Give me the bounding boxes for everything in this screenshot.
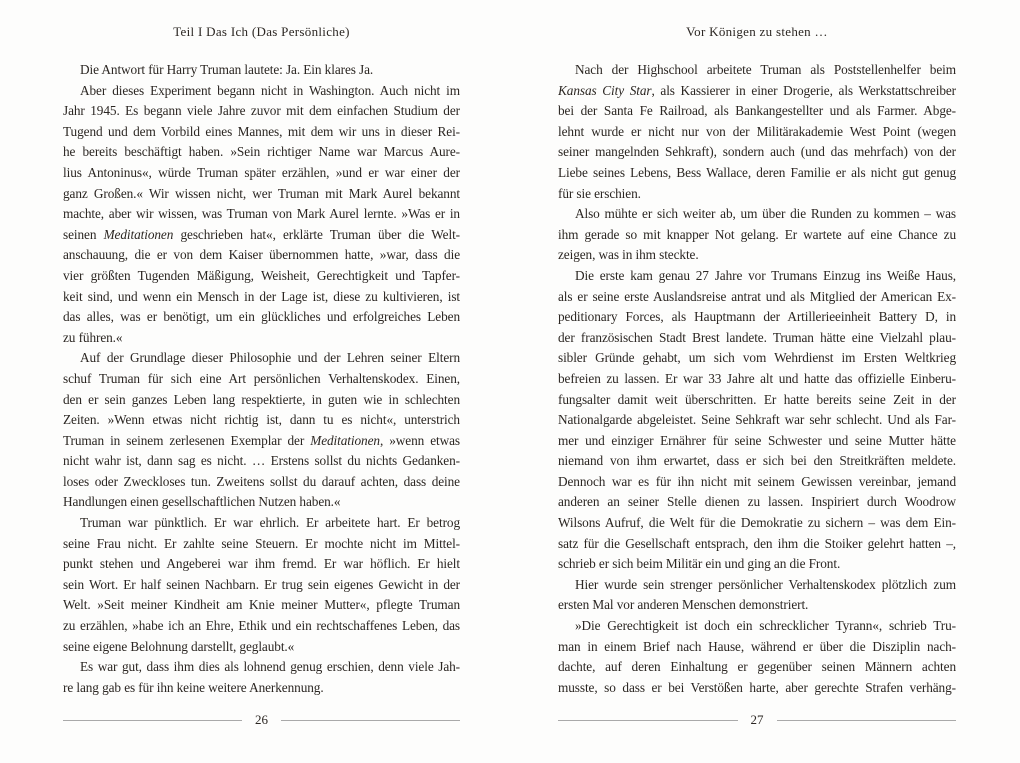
text-line: re lang gab es für ihn keine weitere Anerkennung.	[63, 679, 324, 695]
text-line: Tugend und dem Vorbild eines Mannes, mit dem wir uns in dieser Rei-	[63, 123, 460, 139]
page-footer	[63, 712, 460, 728]
text-line: Hier wurde sein strenger persönlicher Verhaltenskodex plötzlich zum	[575, 576, 956, 592]
text-line: mer und einziger Ernährer für seine Schwester und seine Mutter hätte	[558, 432, 956, 448]
footer-rule	[281, 720, 460, 721]
text-line: Zeiten. »Wenn etwas nicht richtig ist, dann tu es nicht«, unterstrich	[63, 412, 460, 428]
text-line: schrieb er sich beim Militär ein und ging an die Front.	[558, 556, 841, 572]
text-line: fungsalter damit weit überschritten. Er hatte bereits seine Zeit in der	[558, 391, 956, 407]
text-line: dachte, auf deren Einhaltung er gegenüber seinen Männern achten	[558, 659, 956, 675]
text-line: sein Wort. Er half seinen Nachbarn. Er trug sein eigenes Gewicht in der	[63, 576, 460, 592]
text-line: lius Antoninus«, würde Truman später erzählen, »und er war einer der	[63, 164, 460, 180]
right-page	[558, 0, 956, 763]
text-line: Nach der Highschool arbeitete Truman als Poststellenhelfer beim	[575, 62, 956, 77]
text-line: Truman in seinem zerlesenen Exemplar der Meditationen, »wenn etwas	[63, 432, 460, 448]
text-line: Handlungen einen gesellschaftlichen Nutzen haben.«	[63, 494, 341, 510]
text-line: »Die Gerechtigkeit ist doch ein schrecklicher Tyrann«, schrieb Tru-	[575, 618, 956, 634]
text-line: Die erste kam genau 27 Jahre vor Trumans Einzug ins Weiße Haus,	[575, 267, 956, 283]
text-line: seinen Meditationen geschrieben hat«, erklärte Truman über die Welt-	[63, 226, 460, 242]
text-line: Liebe seines Lebens, Bess Wallace, deren Familie er als nicht gut genug	[558, 164, 956, 180]
text-line: punkt stehen und Angeberei war ihm fremd. Er war höflich. Er hielt	[63, 556, 460, 572]
text-line: zeigen, was in ihm steckte.	[558, 247, 699, 263]
text-line: sibler Gründe gehabt, um sich vom Wehrdienst im Ersten Weltkrieg	[558, 350, 956, 366]
text-line: seiner mangelnden Sehkraft), sondern auch (und das mehrfach) von der	[558, 144, 956, 160]
footer-rule	[558, 720, 738, 721]
running-header: Vor Königen zu stehen …	[686, 24, 828, 39]
text-line: Welt. »Seit meiner Kindheit am Knie meiner Mutter«, pflegte Truman	[63, 597, 460, 613]
text-line: ersten Mal vor anderen Menschen demonstriert.	[558, 597, 809, 613]
text-line: niemand von ihm erwartet, dass er sich bei den Streitkräften meldete.	[558, 453, 956, 469]
text-line: keit sind, und wenn ein Mensch in der Lage ist, diese zu kultivieren, ist	[63, 288, 460, 304]
text-line: Also mühte er sich weiter ab, um über die Runden zu kommen – was	[575, 206, 956, 222]
text-line: lehnt wurde er nicht nur von der Militärakademie West Point (wegen	[558, 123, 956, 139]
page-number: 26	[255, 712, 268, 727]
text-line: vier größten Tugenden Mäßigung, Weisheit, Gerechtigkeit und Tapfer-	[63, 267, 460, 283]
text-line: nicht wahr ist, dann sag es nicht. … Erstens sollst du nichts Gedanken-	[63, 453, 460, 469]
text-line: Jahr 1945. Es begann viele Jahre zuvor mit dem einfachen Studium der	[63, 103, 460, 119]
text-line: satz für die Gesellschaft entsprach, den ihm die Stoiker gelehrt hatten –,	[558, 535, 956, 551]
text-line: Dennoch war es für ihn nicht mit seinem Gewissen vereinbar, jemand	[558, 473, 956, 489]
text-line: als er seine erste Auslandsreise antrat und als Mitglied der American Ex-	[558, 288, 956, 304]
footer-rule	[63, 720, 242, 721]
text-line: der französischen Stadt Brest landete. Truman hätte eine Vielzahl plau-	[558, 329, 956, 345]
text-line: anderen an seiner Stelle dienen zu lassen. Inspiriert durch Woodrow	[558, 494, 956, 510]
page-footer	[558, 712, 956, 728]
text-line: schuf Truman für sich eine Art persönlichen Verhaltenskodex. Einen,	[63, 370, 460, 386]
text-line: Truman war pünktlich. Er war ehrlich. Er arbeitete hart. Er betrog	[80, 515, 460, 531]
text-line: bei der Santa Fe Railroad, als Bankangestellter und als Farmer. Abge-	[558, 103, 956, 119]
text-line: anschauung, die er von dem Kaiser übernommen hatte, »war, dass die	[63, 247, 460, 263]
text-line: seine Frau nicht. Er zahlte seine Steuern. Er mochte nicht im Mittel-	[63, 535, 460, 551]
text-line: zu führen.«	[63, 329, 123, 345]
text-line: ganz Großen.« Wir wissen nicht, wer Truman mit Mark Aurel bekannt	[63, 185, 460, 201]
text-line: Aber dieses Experiment begann nicht in Washington. Auch nicht im	[80, 82, 460, 98]
text-line: den er sein ganzes Leben lang respektierte, in guten wie in schlechten	[63, 391, 460, 407]
text-line: peditionary Forces, als Hauptmann der Artillerieeinheit Battery D, in	[558, 309, 956, 325]
footer-rule	[777, 720, 957, 721]
text-line: man in einem Brief nach Hause, während er über die Disziplin nach-	[558, 638, 956, 654]
text-line: Die Antwort für Harry Truman lautete: Ja. Ein klares Ja.	[80, 62, 374, 77]
text-line: Auf der Grundlage dieser Philosophie und der Lehren seiner Eltern	[80, 350, 460, 366]
text-line: seine eigene Belohnung darstellt, geglaubt.«	[63, 638, 295, 654]
text-line: befreien zu lassen. Er war 33 Jahre alt und hatte das offizielle Einberu-	[558, 370, 956, 386]
text-line: ihm gerade so mit knapper Not gelang. Er wartete auf eine Chance zu	[558, 226, 956, 242]
text-line: loses oder Zweckloses tun. Zweitens sollst du darauf achten, dass deine	[63, 473, 460, 489]
text-line: Es war gut, dass ihm dies als lohnend genug erschien, denn viele Jah-	[80, 659, 460, 675]
text-line: musste, so dass er bei Verstößen harte, aber gerechte Strafen verhäng-	[558, 679, 956, 695]
text-line: das alles, was er benötigt, um ein glückliches und erfolgreiches Leben	[63, 309, 460, 325]
text-line: für sie erschien.	[558, 185, 641, 201]
page-body	[63, 60, 460, 698]
text-line: zu erzählen, »habe ich an Ehre, Ethik und ein rechtschaffenes Leben, das	[63, 618, 460, 634]
page-number: 27	[750, 712, 764, 727]
text-line: Nationalgarde abgeleistet. Seine Sehkraft war sehr schlecht. Und als Far-	[558, 412, 956, 428]
text-line: Wilsons Aufruf, die Welt für die Demokratie zu sichern – was dem Ein-	[558, 515, 956, 531]
text-line: machte, aber wir wissen, was Truman von Mark Aurel lernte. »Was er in	[63, 206, 460, 222]
running-header: Teil I Das Ich (Das Persönliche)	[173, 24, 350, 39]
text-line: Kansas City Star, als Kassierer in einer Drogerie, als Werkstattschreiber	[558, 82, 956, 98]
page-body	[558, 60, 956, 698]
left-page	[63, 0, 460, 763]
text-line: he bereits beschäftigt haben. »Sein richtiger Name war Marcus Aure-	[63, 144, 460, 160]
